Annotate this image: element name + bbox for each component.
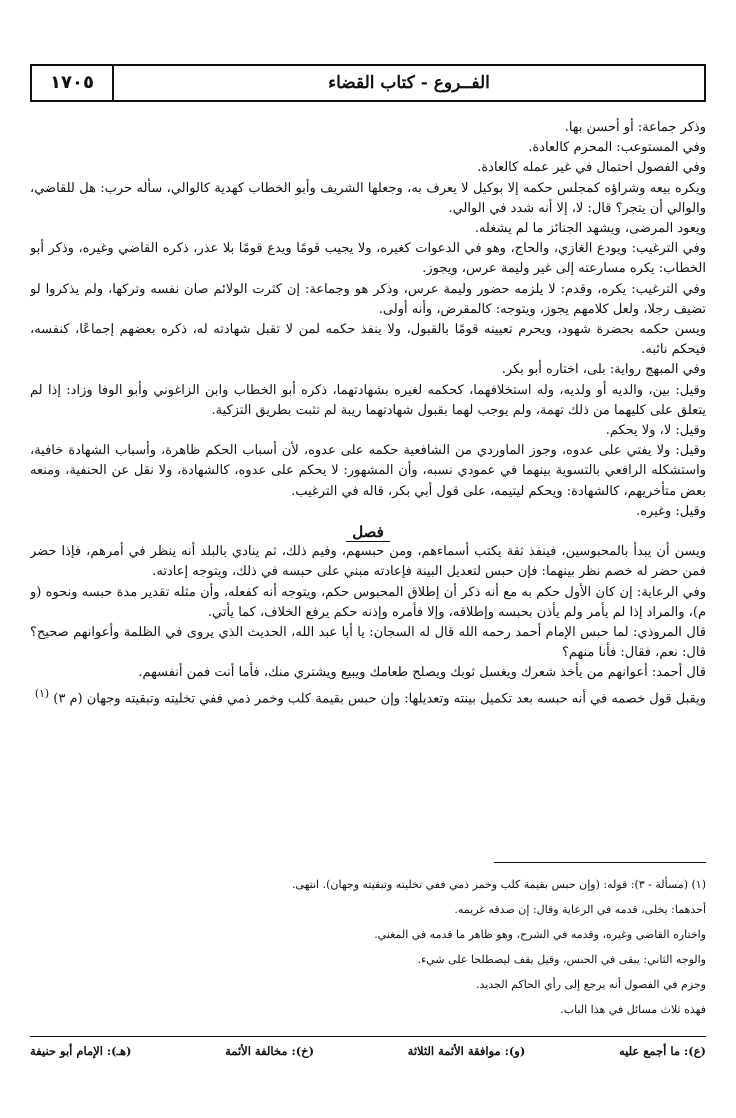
footnote-line: والوجه الثاني: يبقى في الحبس، وقيل يقف ليصطلحا على شيء.: [417, 953, 706, 966]
paragraph: ويسن أن يبدأ بالمحبوسين، فينفذ ثقة يكتب أسماءهم، ومن حبسهم، وفيم ذلك، ثم ينادي بالبلد أنه ينظر في أمرهم، فإذا حضر فمن حضر له خصم نظر بينهما: فإن حبس لتعديل البينة فإعادته مبني على حبسه في ذلك، ويتوجه إعادته.: [30, 544, 706, 580]
paragraph: وفي الرعاية: إن كان الأول حكم به مع أنه ذكر أن إطلاق المحبوس حكم، ويتوجه أنه كفعله، وأن مثله تقدير مدة حبسه ونحوه (و م)، والمراد إذا لم يأمر ولم يأذن بحبسه وإطلاقه، وإلا فأمره وإذنه حكم يرفع الخلاف، كما يأتي.: [30, 584, 706, 620]
footnote-line: أحدهما: يخلى، قدمه في الرعاية وقال: إن صدقه غريمه.: [454, 903, 706, 916]
paragraph: [30, 684, 706, 710]
paragraph-text: ويقبل قول خصمه في أنه حبسه بعد تكميل بينته وتعديلها: وإن حبس بقيمة كلب وخمر ذمي ففي تخليته وتبقيته وجهان (م ٣): [53, 691, 706, 707]
paragraph: وقيل: بين، والديه أو ولديه، وله استخلافهما، كحكمه لغيره بشهادتهما، ذكره أبو الخطاب وابن الزاغوني وأبو الوفا وزاد: إذا لم يتعلق على كليهما من ذلك تهمة، ولم يوجب لهما بقبول شهادتهما ريبة لم تثبت بطريق التزكية.: [30, 382, 706, 418]
paragraph: قال أحمد: أعوانهم من يأخذ شعرك ويغسل ثوبك ويصلح طعامك ويبيع ويشتري منك، فأما أنت فمن أنفسهم.: [138, 665, 706, 681]
paragraph: وقيل: ولا يفتي على عدوه، وجوز الماوردي من الشافعية حكمه على عدوه، لأن أسباب الحكم ظاهرة، وأسباب الشهادة خافية، واستشكله الرافعي بالتسوية بينهما في عمودي نسبه، وأن المشهور: لا يحكم على عدوه، كالشهادة، ولا نقل عن الحنفية، ومنعه بعض متأخريهم، كالشهادة: ويحكم ليتيمه، على قول أبي بكر، قاله في الترغيب.: [30, 443, 706, 499]
key-ijma: (ع): ما أجمع عليه: [618, 1043, 706, 1058]
footnote-separator: [494, 862, 706, 863]
main-text: [30, 118, 706, 850]
footnote-ref: (١): [34, 686, 50, 700]
paragraph: وفي الترغيب: ويودع الغازي، والحاج، وهو في الدعوات كغيره، ولا يجيب قومًا ويدع قومًا بلا عذر، ذكره القاضي وغيره، وذكر أبو الخطاب: يكره مسارعته إلى غير وليمة عرس، ويجوز.: [30, 241, 706, 277]
paragraph: وفي المستوعب: المحرم كالعادة.: [528, 140, 706, 156]
footnote-line: وجزم في الفصول أنه يرجع إلى رأي الحاكم الجديد.: [476, 978, 706, 991]
paragraph: ويسن حكمه بحضرة شهود، ويحرم تعيينه قومًا بالقبول، ولا ينفذ حكمه لمن لا تقبل شهادته له، ذكره بعضهم إجماعًا، كنفسه، فيحكم نائبه.: [30, 322, 706, 358]
paragraph: وقيل: وغيره.: [636, 503, 706, 519]
page-title: الفــروع - كتاب القضاء: [328, 73, 490, 93]
paragraph: وذكر جماعة: أو أحسن بها.: [564, 120, 706, 135]
paragraph: وفي الترغيب: يكره، وقدم: لا يلزمه حضور وليمة عرس، وذكر هو وجماعة: إن كثرت الولائم صان نفسه وتركها، ولم يذكروا لو تضيف رجلا، ولعل كلامهم يجوز، ويتوجه: كالمقرض، وأنه أولى.: [30, 281, 706, 317]
paragraph: وفي الفصول احتمال في غير عمله كالعادة.: [477, 160, 706, 176]
page-number: ١٧٠٥: [32, 66, 114, 100]
page-header: [30, 64, 706, 102]
key-agreement: (و): موافقة الأئمة الثلاثة: [407, 1043, 526, 1058]
paragraph: وفي المبهج رواية: بلى، اختاره أبو بكر.: [501, 362, 706, 378]
key-disagreement: (خ): مخالفة الأئمة: [225, 1043, 315, 1058]
footnotes: [30, 872, 706, 1030]
key-abu-hanifa: (هـ): الإمام أبو حنيفة: [30, 1043, 132, 1058]
paragraph: قال المروذي: لما حبس الإمام أحمد رحمه الله قال له السجان: يا أبا عبد الله، الحديث الذي يروى في الظلمة وأعوانهم صحيح؟ قال: نعم، فقال: فأنا منهم؟: [30, 625, 706, 661]
footnote-line: (١) (مسألة - ٣): قوله: (وإن حبس بقيمة كلب وخمر ذمي ففي تخليته وتبقيته وجهان). انتهى.: [291, 878, 706, 891]
section-heading: [30, 522, 706, 542]
paragraph: وقيل: لا، ولا يحكم.: [605, 423, 706, 439]
footnote-line: فهذه ثلاث مسائل في هذا الباب.: [560, 1003, 706, 1016]
paragraph: ويعود المرضى، ويشهد الجنائز ما لم يشغله.: [474, 221, 706, 237]
footnote-line: واختاره القاضي وغيره، وقدمه في الشرح، وهو ظاهر ما قدمه في المغني.: [374, 928, 706, 941]
paragraph: ويكره بيعه وشراؤه كمجلس حكمه إلا بوكيل لا يعرف به، وجعلها الشريف وأبو الخطاب كهدية كالوالي، سأله حرب: هل للقاضي، والوالي أن يتجر؟ قال: لا، إلا أنه شدد في الوالي.: [30, 180, 706, 216]
abbreviation-key: [30, 1036, 706, 1064]
section-heading-label: فصل: [346, 523, 390, 542]
